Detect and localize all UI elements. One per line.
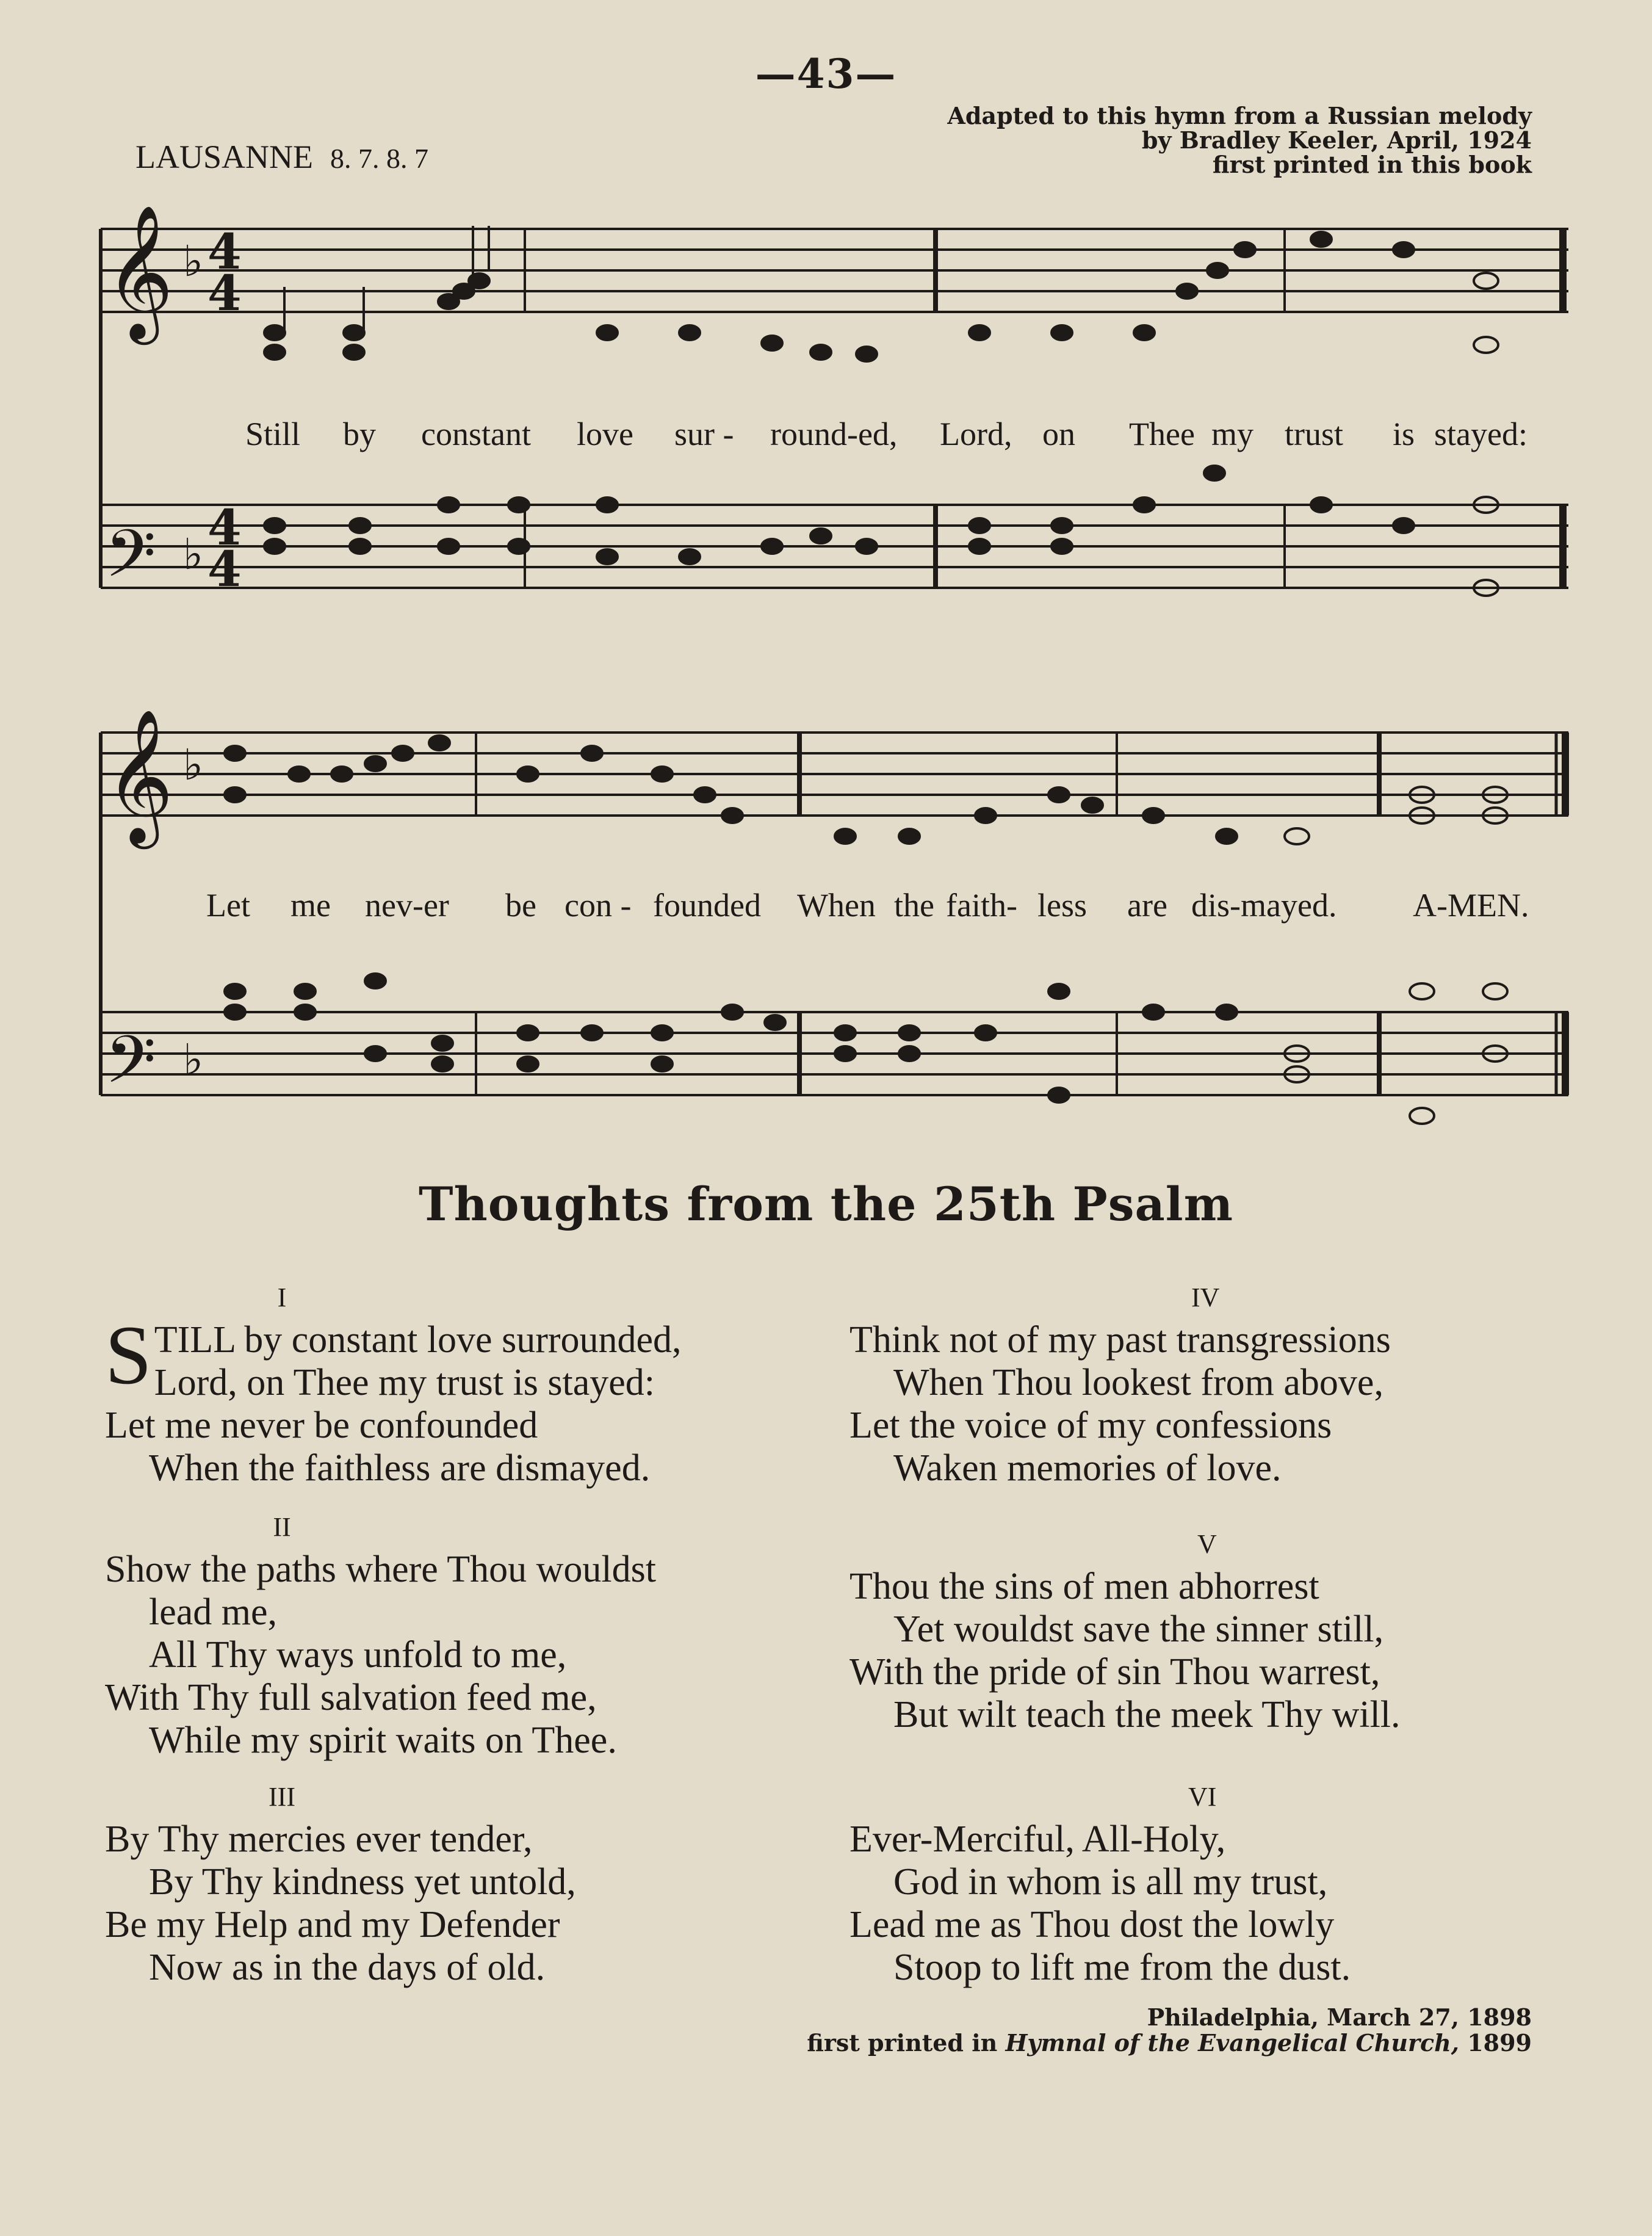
lyric-syllable: stayed: <box>1434 416 1528 452</box>
attribution-line: first printed in this book <box>1212 151 1532 178</box>
stanza-line: Ever-Merciful, All-Holy, <box>849 1818 1226 1860</box>
footer-year: 1899 <box>1467 2029 1532 2057</box>
lyric-syllable: round-ed, <box>770 416 898 452</box>
stanza-line: Lord, on Thee my trust is stayed: <box>154 1362 655 1403</box>
tune-name-label: LAUSANNE <box>135 139 313 175</box>
stanza-3 <box>105 1780 837 1989</box>
flat-icon: ♭ <box>183 236 204 286</box>
lyric-syllable: less <box>1037 887 1087 924</box>
flat-icon: ♭ <box>183 740 204 790</box>
bass-staff-1 <box>101 505 1568 588</box>
stanza-line: By Thy mercies ever tender, <box>105 1818 533 1860</box>
treble-clef-icon: 𝄞 <box>105 204 174 339</box>
stanza-line: Lead me as Thou dost the lowly <box>849 1904 1335 1945</box>
lyric-syllable: dis-mayed. <box>1191 887 1337 924</box>
footer-book-title: Hymnal of the Evangelical Church, <box>1005 2029 1459 2057</box>
lyric-syllable: nev-er <box>365 887 449 924</box>
stanza-line: TILL by constant love surrounded, <box>154 1319 682 1361</box>
stanza-numeral: I <box>277 1283 287 1312</box>
stanza-numeral: II <box>273 1512 291 1542</box>
stanza-line: Thou the sins of men abhorrest <box>849 1566 1319 1607</box>
footer-note <box>807 2005 1532 2056</box>
footer-line: Philadelphia, March 27, 1898 <box>1147 2003 1532 2031</box>
flat-icon: ♭ <box>183 1035 204 1085</box>
lyric-syllable: A-MEN. <box>1413 887 1529 924</box>
stanza-line: Stoop to lift me from the dust. <box>893 1947 1351 1988</box>
stanza-line: With Thy full salvation feed me, <box>105 1677 597 1718</box>
lyric-syllable: is <box>1393 416 1415 452</box>
stanza-numeral: IV <box>1191 1283 1220 1312</box>
lyric-syllable: Still <box>245 416 301 452</box>
stanza-line: lead me, <box>149 1591 278 1633</box>
time-signature-top: 4 <box>207 223 242 280</box>
lyric-syllable: faith- <box>946 887 1017 924</box>
page-number: —43— <box>755 50 897 98</box>
lyric-syllable: the <box>894 887 934 924</box>
stanza-line: Let me never be confounded <box>105 1405 538 1446</box>
lyric-syllable: are <box>1127 887 1167 924</box>
stanza-line: Let the voice of my confessions <box>849 1405 1332 1446</box>
stanza-line: When Thou lookest from above, <box>893 1362 1383 1403</box>
time-signature-bottom: 4 <box>207 264 242 322</box>
stanza-numeral: VI <box>1188 1782 1217 1812</box>
lyric-syllable: love <box>577 416 633 452</box>
flat-icon: ♭ <box>183 529 204 579</box>
stanza-numeral: III <box>269 1782 295 1812</box>
lyric-syllable: Lord, <box>940 416 1012 452</box>
stanza-line: With the pride of sin Thou warrest, <box>849 1651 1380 1693</box>
stanza-4 <box>849 1281 1582 1489</box>
lyric-syllable: When <box>797 887 876 924</box>
lyric-syllable: Let <box>206 887 250 924</box>
tune-meter: 8. 7. 8. 7 <box>330 143 428 174</box>
stanza-line: Show the paths where Thou wouldst <box>105 1549 656 1590</box>
lyric-syllable: sur - <box>674 416 734 452</box>
stanza-5 <box>849 1527 1582 1736</box>
drop-cap: S <box>105 1308 152 1402</box>
stanza-line: All Thy ways unfold to me, <box>149 1634 567 1676</box>
stanza-2 <box>105 1510 837 1762</box>
stanza-line: Think not of my past transgressions <box>849 1319 1391 1361</box>
stanza-line: God in whom is all my trust, <box>893 1861 1328 1903</box>
stanza-line: Yet wouldst save the sinner still, <box>893 1608 1384 1650</box>
stanza-line: Waken memories of love. <box>893 1447 1282 1489</box>
lyric-syllable: my <box>1211 416 1254 452</box>
attribution-line: Adapted to this hymn from a Russian melody <box>947 102 1532 129</box>
footer-prefix: first printed in <box>807 2029 998 2057</box>
bass-clef-icon: 𝄢 <box>105 1021 156 1114</box>
lyric-syllable: on <box>1042 416 1075 452</box>
lyric-syllable: be <box>505 887 536 924</box>
lyric-syllable: constant <box>421 416 531 452</box>
time-signature-bottom: 4 <box>207 540 242 598</box>
psalm-title: Thoughts from the 25th Psalm <box>418 1177 1234 1231</box>
stanza-line: Be my Help and my Defender <box>105 1904 560 1945</box>
stanza-1 <box>105 1281 837 1489</box>
stanza-line: When the faithless are dismayed. <box>149 1447 651 1489</box>
lyric-syllable: me <box>290 887 331 924</box>
footer-line <box>807 2030 1532 2056</box>
time-signature-top: 4 <box>207 499 242 556</box>
lyric-syllable: con - <box>564 887 632 924</box>
lyric-syllable: Thee <box>1129 416 1195 452</box>
treble-clef-icon: 𝄞 <box>105 708 174 843</box>
bass-clef-icon: 𝄢 <box>105 515 156 608</box>
stanza-line: By Thy kindness yet untold, <box>149 1861 576 1903</box>
stanza-line: But wilt teach the meek Thy will. <box>893 1694 1401 1735</box>
attribution-line: by Bradley Keeler, April, 1924 <box>1141 126 1532 154</box>
lyric-syllable: by <box>343 416 376 452</box>
treble-staff-2 <box>101 733 1568 816</box>
lyric-syllable: founded <box>653 887 761 924</box>
stanza-line: Now as in the days of old. <box>149 1947 546 1988</box>
treble-staff-1 <box>101 229 1568 312</box>
lyric-syllable: trust <box>1285 416 1344 452</box>
stanza-6 <box>849 1780 1582 1989</box>
stanza-numeral: V <box>1197 1529 1217 1559</box>
notes <box>225 226 1507 1124</box>
stanza-line: While my spirit waits on Thee. <box>149 1720 617 1761</box>
